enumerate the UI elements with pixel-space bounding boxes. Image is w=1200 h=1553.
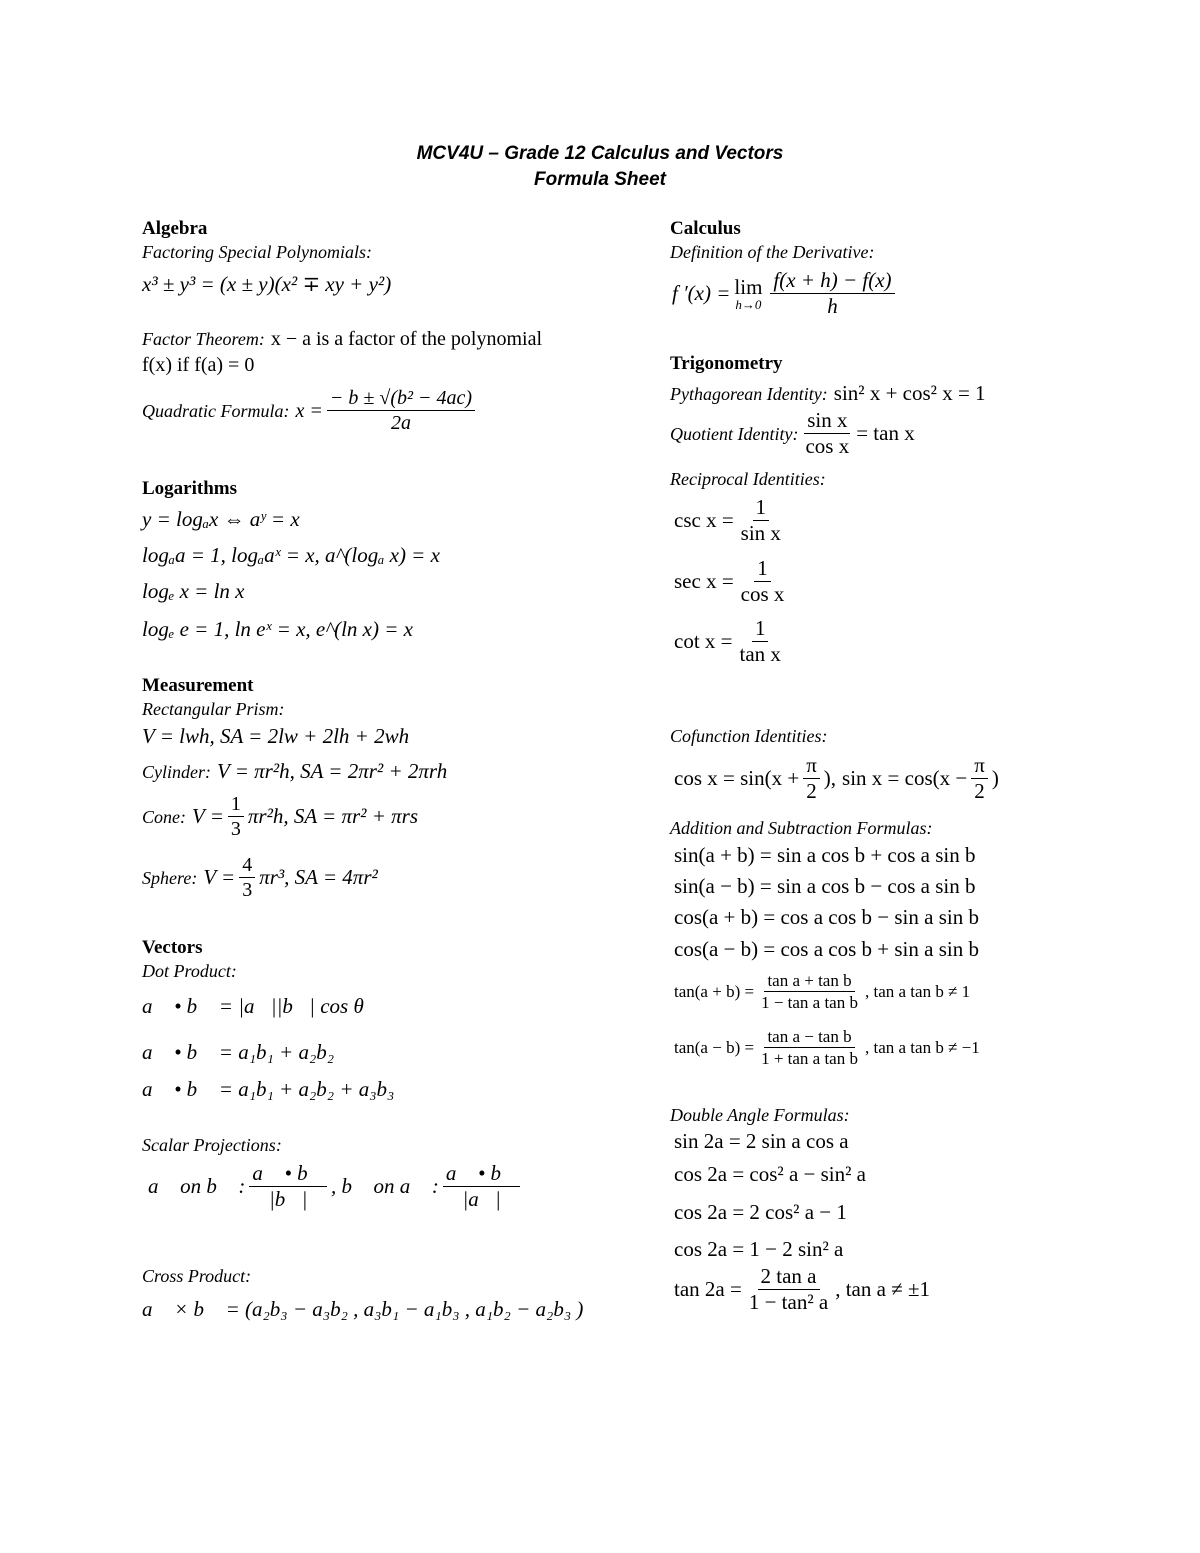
calculus-heading: Calculus	[670, 218, 741, 239]
cofunction2-denominator: 2	[974, 779, 985, 803]
cofunction2-end: )	[991, 766, 999, 790]
sphere-rest: πr³, SA = 4πr²	[259, 865, 378, 889]
reciprocal-sec	[674, 558, 791, 605]
cross-product-label: Cross Product:	[142, 1266, 252, 1286]
tan-sum-denominator: 1 − tan a tan b	[761, 993, 858, 1012]
cofunction2-lhs: sin x = cos(x −	[842, 766, 968, 790]
cylinder-expression: V = πr²h, SA = 2πr² + 2πrh	[217, 759, 448, 783]
prism-formula: V = lwh, SA = 2lw + 2lh + 2wh	[142, 724, 410, 748]
cofunction2-numerator: π	[971, 755, 988, 779]
sec-numerator: 1	[754, 558, 771, 582]
dot-product-line: a⃗ • b⃗ = a₁b₁ + a₂b₂	[142, 1040, 335, 1064]
sphere-lhs: V =	[203, 865, 236, 889]
cone-label: Cone:	[142, 806, 186, 827]
sphere-denominator: 3	[242, 879, 253, 901]
double-angle-line: sin 2a = 2 sin a cos a	[674, 1129, 849, 1153]
double-angle-line: cos 2a = 2 cos² a − 1	[674, 1200, 847, 1224]
sphere-formula	[142, 855, 378, 900]
tan-diff-numerator: tan a − tan b	[764, 1028, 854, 1048]
tan-double-lhs: tan 2a =	[674, 1277, 742, 1301]
tan-sum-condition: , tan a tan b ≠ 1	[864, 982, 971, 1001]
logarithms-heading: Logarithms	[142, 478, 237, 499]
scalar-projections	[148, 1163, 524, 1210]
addsub-line: sin(a − b) = sin a cos b − cos a sin b	[674, 874, 976, 898]
quotient-label: Quotient Identity:	[670, 423, 799, 444]
sec-lhs: sec x =	[674, 569, 734, 593]
cylinder-label: Cylinder:	[142, 761, 211, 782]
scalar-projections-label: Scalar Projections:	[142, 1135, 282, 1155]
csc-lhs: csc x =	[674, 508, 734, 532]
derivative-denominator: h	[827, 294, 838, 318]
factoring-formula: x³ ± y³ = (x ± y)(x² ∓ xy + y²)	[142, 272, 392, 296]
tan-diff-lhs: tan(a − b) =	[674, 1038, 755, 1057]
derivative-formula	[672, 270, 899, 317]
a-on-b-numerator: a⃗ • b⃗	[249, 1163, 327, 1187]
cot-numerator: 1	[752, 618, 769, 642]
pythagorean-label: Pythagorean Identity:	[670, 383, 828, 404]
page-subtitle: Formula Sheet	[534, 169, 666, 190]
cone-denominator: 3	[230, 818, 241, 840]
quadratic-denominator: 2a	[390, 412, 411, 434]
factor-theorem-label: Factor Theorem:	[142, 329, 265, 349]
log-line: y = logₐx ⇔ aʸ = x	[142, 507, 300, 531]
pythagorean-identity	[670, 383, 986, 404]
quotient-rhs: = tan x	[856, 421, 915, 445]
trigonometry-heading: Trigonometry	[670, 353, 783, 374]
limit-subscript: h→0	[735, 296, 762, 312]
tan-double-condition: , tan a ≠ ±1	[835, 1277, 930, 1301]
b-on-a-denominator: |a⃗|	[462, 1187, 501, 1211]
addsub-line: sin(a + b) = sin a cos b + cos a sin b	[674, 843, 976, 867]
tan-sum-formula	[674, 972, 970, 1011]
dot-product-label: Dot Product:	[142, 961, 237, 981]
log-line: logₑ x = ln x	[142, 579, 245, 603]
dot-product-line: a⃗ • b⃗ = a₁b₁ + a₂b₂ + a₃b₃	[142, 1077, 395, 1101]
factor-theorem-text2: f(x) if f(a) = 0	[142, 354, 255, 376]
tan-diff-formula	[674, 1028, 980, 1067]
quotient-denominator: cos x	[805, 434, 850, 458]
tan-diff-denominator: 1 + tan a tan b	[761, 1049, 858, 1068]
log-line: logₑ e = 1, ln eˣ = x, e^(ln x) = x	[142, 617, 413, 641]
b-on-a-label: , b⃗ on a⃗ :	[330, 1174, 439, 1198]
prism-label: Rectangular Prism:	[142, 699, 285, 719]
quadratic-formula	[142, 388, 479, 433]
factor-theorem-text: x − a is a factor of the polynomial	[270, 328, 543, 350]
double-angle-line: cos 2a = 1 − 2 sin² a	[674, 1237, 844, 1261]
dot-product-line: a⃗ • b⃗ = |a⃗||b⃗| cos θ	[142, 994, 364, 1018]
cofunction1-denominator: 2	[806, 779, 817, 803]
cofunction1-end: ),	[823, 766, 837, 790]
reciprocal-cot	[674, 618, 788, 665]
csc-numerator: 1	[753, 497, 770, 521]
cone-lhs: V =	[192, 804, 224, 828]
double-angle-label: Double Angle Formulas:	[670, 1105, 850, 1125]
cofunction-label: Cofunction Identities:	[670, 726, 828, 746]
vectors-heading: Vectors	[142, 937, 203, 958]
cofunction1-lhs: cos x = sin(x +	[674, 766, 800, 790]
quadratic-label: Quadratic Formula:	[142, 400, 290, 421]
quadratic-lhs: x =	[295, 399, 323, 422]
cot-lhs: cot x =	[674, 629, 733, 653]
sec-denominator: cos x	[740, 582, 785, 606]
cone-rest: πr²h, SA = πr² + πrs	[247, 804, 419, 828]
factoring-label: Factoring Special Polynomials:	[142, 242, 372, 262]
cross-product-formula: a⃗ × b⃗ = (a₂b₃ − a₃b₂ , a₃b₁ − a₁b₃ , a₁b₂ − a₂b₃ )	[142, 1297, 584, 1321]
reciprocal-label: Reciprocal Identities:	[670, 469, 826, 489]
page-title: MCV4U – Grade 12 Calculus and Vectors	[416, 143, 784, 164]
pythagorean-formula: sin² x + cos² x = 1	[833, 381, 986, 405]
tan-diff-condition: , tan a tan b ≠ −1	[864, 1038, 980, 1057]
derivative-lhs: f ′(x) =	[672, 281, 731, 305]
derivative-numerator: f(x + h) − f(x)	[770, 270, 894, 294]
sphere-numerator: 4	[239, 855, 255, 878]
measurement-heading: Measurement	[142, 675, 254, 696]
log-line: logₐa = 1, logₐaˣ = x, a^(logₐ x) = x	[142, 543, 440, 567]
sphere-label: Sphere:	[142, 867, 198, 888]
b-on-a-numerator: a⃗ • b⃗	[443, 1163, 521, 1187]
factor-theorem	[142, 329, 542, 349]
addsub-line: cos(a + b) = cos a cos b − sin a sin b	[674, 905, 979, 929]
addsub-label: Addition and Subtraction Formulas:	[670, 818, 933, 838]
tan-double-denominator: 1 − tan² a	[748, 1290, 829, 1314]
cofunction-identities	[674, 755, 999, 802]
algebra-heading: Algebra	[142, 218, 208, 239]
tan-sum-numerator: tan a + tan b	[764, 972, 854, 992]
addsub-line: cos(a − b) = cos a cos b + sin a sin b	[674, 937, 979, 961]
quotient-identity	[670, 410, 915, 457]
csc-denominator: sin x	[740, 521, 781, 545]
cone-formula	[142, 794, 418, 839]
tan-double-numerator: 2 tan a	[758, 1266, 820, 1290]
cylinder-formula	[142, 761, 447, 782]
cone-numerator: 1	[228, 794, 244, 817]
cot-denominator: tan x	[739, 642, 781, 666]
derivative-label: Definition of the Derivative:	[670, 242, 875, 262]
quotient-numerator: sin x	[804, 410, 850, 434]
tan-sum-lhs: tan(a + b) =	[674, 982, 755, 1001]
reciprocal-csc	[674, 497, 788, 544]
tan-double-formula	[674, 1266, 930, 1313]
cofunction1-numerator: π	[803, 755, 820, 779]
double-angle-line: cos 2a = cos² a − sin² a	[674, 1162, 866, 1186]
a-on-b-denominator: |b⃗|	[268, 1187, 308, 1211]
limit-symbol: lim	[734, 274, 763, 299]
quadratic-numerator: − b ± √(b² − 4ac)	[327, 388, 475, 411]
a-on-b-label: a⃗ on b⃗ :	[148, 1174, 246, 1198]
